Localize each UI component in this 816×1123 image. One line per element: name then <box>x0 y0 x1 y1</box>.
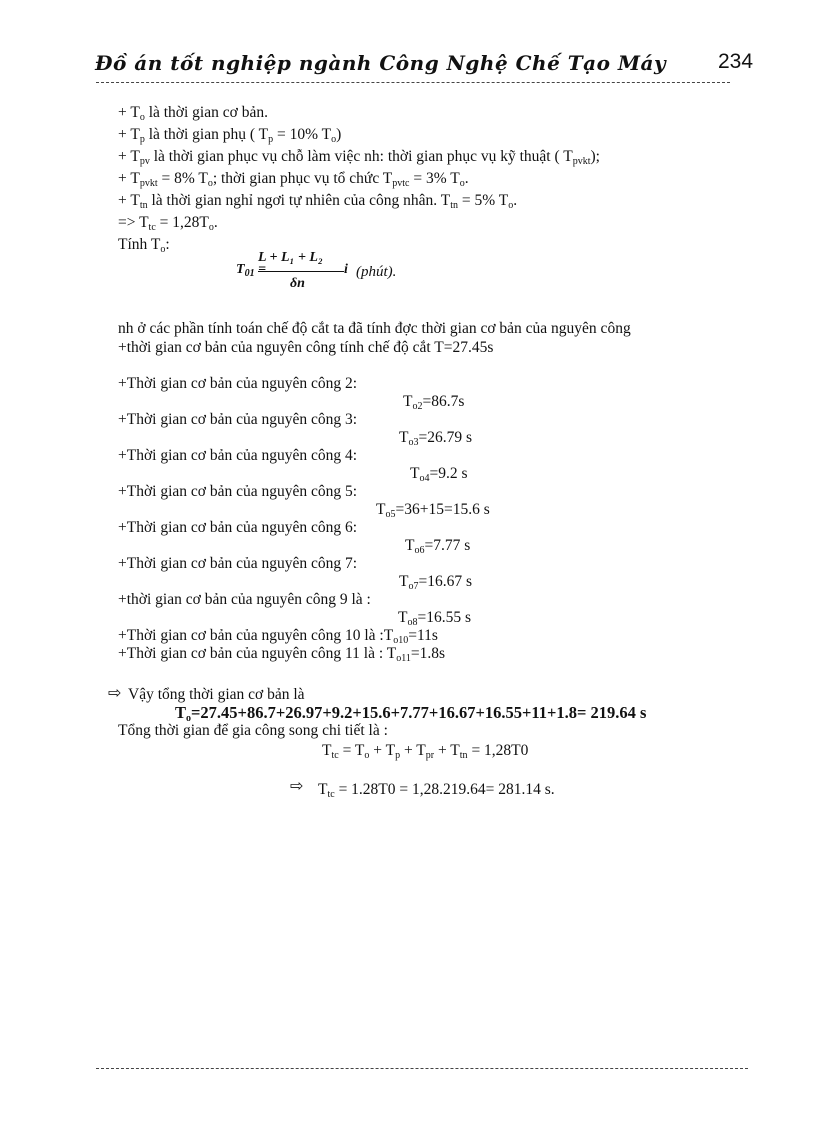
formula-multiplier: i <box>344 262 348 277</box>
formula-numerator: L + L₁ + L₂ <box>258 250 323 265</box>
document-header-title: Đồ án tốt nghiệp ngành Công Nghệ Chế Tạo Máy <box>95 51 667 75</box>
arrow-right-icon: ⇨ <box>290 778 304 795</box>
operation-value: $T_{o2}=86.7s$ <box>403 393 465 412</box>
formula-unit: (phút). <box>356 264 397 280</box>
summary-result: $T_{tc} = 1.28T0 = 1,28.219.64= 281.14$ s. <box>318 781 555 800</box>
footer-divider <box>96 1068 748 1069</box>
operation-value: $T_{o5}=36+15=15.6$ s <box>376 501 490 520</box>
operation-label: +Thời gian cơ bản của nguyên công 4: <box>118 447 358 464</box>
summary-intro: Vậy tổng thời gian cơ bản là <box>128 686 305 703</box>
arrow-right-icon: ⇨ <box>108 685 122 702</box>
definition-line: + $T_{tn}$ là thời gian nghỉ ngơi tự nhiên của công nhân. $T_{tn} = 5\%$ $T_o$. <box>118 192 518 211</box>
operation-value: $T_{o7}=16.67$ s <box>399 573 472 592</box>
operation-label: +Thời gian cơ bản của nguyên công 6: <box>118 519 358 536</box>
operation-value: $T_{o3}=26.79$ s <box>399 429 472 448</box>
definition-line: + $T_p$ là thời gian phụ ( $T_p = 10\%$ $T_o$) <box>118 126 342 145</box>
operation-label: +Thời gian cơ bản của nguyên công 7: <box>118 555 358 572</box>
header-divider <box>96 82 730 83</box>
operation-value: $T_{o4}=9.2$ s <box>410 465 468 484</box>
summary-total: $T_o=27.45+86.7+26.97+9.2+15.6+7.77+16.67+16.55+11+1.8= 219.64$ s <box>175 703 647 724</box>
intro-line: +thời gian cơ bản của nguyên công tính chế độ cắt T=27.45s <box>118 339 494 356</box>
intro-line: nh ở các phần tính toán chế độ cắt ta đã tính đợc thời gian cơ bản của nguyên công <box>118 320 631 337</box>
definition-line: + $T_{pvkt} = 8\%$ $T_o$; thời gian phục vụ tổ chức $T_{pvtc} = 3\%$ $T_o$. <box>118 170 469 189</box>
summary-equation: $T_{tc} = T_o + T_p + T_{pr} + T_{tn} = 1,28T0$ <box>322 742 529 761</box>
operation-value: $T_{o6}=7.77$ s <box>405 537 471 556</box>
operation-label: +thời gian cơ bản của nguyên công 9 là : <box>118 591 371 608</box>
formula-lhs: $T_{01}$ = <box>236 262 267 279</box>
operation-label: +Thời gian cơ bản của nguyên công 2: <box>118 375 358 392</box>
definition-line: + $T_{pv}$ là thời gian phục vụ chỗ làm việc nh: thời gian phục vụ kỹ thuật ( $T_{pvkt}$); <box>118 148 600 167</box>
operation-label: +Thời gian cơ bản của nguyên công 5: <box>118 483 358 500</box>
definition-line: => $T_{tc} = 1,28T_o$. <box>118 214 218 233</box>
definition-line: + $T_o$ là thời gian cơ bản. <box>118 104 268 123</box>
operation-value: $T_{o8}=16.55$ s <box>398 609 471 628</box>
formula-fraction-bar <box>258 271 344 272</box>
operation-inline: +Thời gian cơ bản của nguyên công 10 là $:T_{o10}=11s$ <box>118 627 438 646</box>
operation-label: +Thời gian cơ bản của nguyên công 3: <box>118 411 358 428</box>
summary-detail-intro: Tổng thời gian để gia công song chi tiết là : <box>118 722 388 739</box>
formula-denominator: δn <box>290 276 305 291</box>
operation-inline: +Thời gian cơ bản của nguyên công 11 là : $T_{o11}=1.8s$ <box>118 645 446 664</box>
definition-line: Tính $T_o$: <box>118 236 170 255</box>
page-number: 234 <box>718 50 754 73</box>
